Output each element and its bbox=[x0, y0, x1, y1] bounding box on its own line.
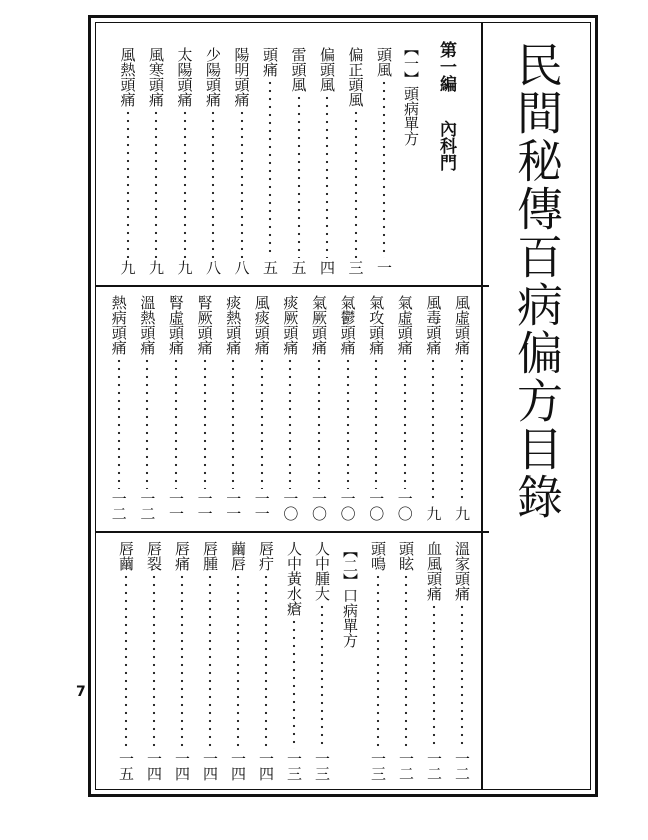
toc-entry bbox=[287, 47, 311, 275]
toc-entry-label: 痰熱頭痛 bbox=[224, 295, 243, 355]
toc-entry-page: 八 bbox=[204, 260, 222, 275]
toc-entry-page: 一三 bbox=[369, 751, 387, 781]
toc-entry-page: 一一 bbox=[224, 491, 243, 521]
dot-leader bbox=[221, 357, 245, 489]
toc-entry bbox=[366, 541, 390, 781]
dot-leader bbox=[344, 109, 368, 258]
toc-entry bbox=[164, 295, 188, 521]
toc-entry-label: 風熱頭痛 bbox=[118, 47, 137, 107]
toc-entry bbox=[135, 295, 159, 521]
toc-entry-label: 頭痛 bbox=[261, 47, 279, 77]
dot-leader bbox=[393, 357, 417, 489]
toc-entry bbox=[173, 47, 197, 275]
toc-entry bbox=[250, 295, 274, 521]
toc-entry-label: 溫熱頭痛 bbox=[138, 295, 157, 355]
toc-entry bbox=[364, 295, 388, 521]
toc-entry-page: 一〇 bbox=[395, 491, 414, 521]
toc-entry-label: 少陽頭痛 bbox=[204, 47, 222, 107]
dot-leader bbox=[170, 573, 194, 749]
toc-entry-label: 陽明頭痛 bbox=[232, 47, 251, 107]
dot-leader bbox=[198, 573, 222, 749]
dot-leader bbox=[254, 573, 278, 749]
toc-entry-label: 熱病頭痛 bbox=[109, 295, 128, 355]
toc-entry bbox=[254, 541, 278, 781]
toc-entry bbox=[193, 295, 217, 521]
toc-entry-page: 一〇 bbox=[338, 491, 357, 521]
section-divider-1 bbox=[96, 285, 489, 287]
toc-entry-label: 風寒頭痛 bbox=[147, 47, 165, 107]
toc-entry bbox=[144, 47, 168, 275]
dot-leader bbox=[315, 94, 339, 258]
toc-entry-page: 一四 bbox=[201, 751, 219, 781]
section-divider-2 bbox=[96, 531, 489, 533]
dot-leader bbox=[258, 79, 282, 258]
toc-entry-label: 風痰頭痛 bbox=[252, 295, 271, 355]
toc-entry-label: 頭鳴 bbox=[369, 541, 387, 571]
dot-leader bbox=[144, 109, 168, 258]
chapter-heading-2 bbox=[338, 543, 362, 703]
toc-entry-label: 氣鬱頭痛 bbox=[338, 295, 357, 355]
toc-entry bbox=[201, 47, 225, 275]
dot-leader bbox=[364, 357, 388, 489]
toc-entry-label: 腎虛頭痛 bbox=[167, 295, 185, 355]
toc-entry bbox=[450, 541, 474, 781]
toc-entry bbox=[394, 541, 418, 781]
dot-leader bbox=[450, 357, 474, 504]
dot-leader bbox=[230, 109, 254, 258]
toc-entry bbox=[226, 541, 250, 781]
toc-entry bbox=[344, 47, 368, 275]
toc-entry-page: 四 bbox=[318, 260, 336, 275]
part-heading bbox=[434, 41, 458, 241]
toc-entry-label: 腎厥頭痛 bbox=[195, 295, 214, 355]
toc-entry-page: 九 bbox=[424, 506, 443, 521]
toc-entry-page: 一四 bbox=[257, 751, 275, 781]
toc-entry-page: 五 bbox=[261, 260, 279, 275]
toc-entry bbox=[221, 295, 245, 521]
toc-entry-label: 人中黃水瘡 bbox=[285, 541, 303, 616]
toc-entry-page: 一二 bbox=[138, 491, 157, 521]
toc-entry bbox=[282, 541, 306, 781]
toc-entry-label: 頭眩 bbox=[397, 541, 415, 571]
toc-entry-page: 一〇 bbox=[367, 491, 386, 521]
title-panel bbox=[481, 23, 590, 789]
toc-entry-label: 血風頭痛 bbox=[425, 541, 443, 601]
toc-entry-page: 八 bbox=[232, 260, 251, 275]
toc-entry bbox=[170, 541, 194, 781]
toc-entry-label: 氣厥頭痛 bbox=[310, 295, 328, 355]
dot-leader bbox=[394, 573, 418, 749]
dot-leader bbox=[135, 357, 159, 489]
dot-leader bbox=[282, 618, 306, 749]
toc-entry-page: 九 bbox=[453, 506, 471, 521]
toc-entry-page: 一〇 bbox=[281, 491, 300, 521]
toc-entry bbox=[142, 541, 166, 781]
toc-entry-page: 一二 bbox=[425, 751, 443, 781]
toc-entry-page: 一一 bbox=[195, 491, 214, 521]
toc-entry-label: 繭唇 bbox=[229, 541, 247, 571]
dot-leader bbox=[250, 357, 274, 489]
toc-entry-page: 一二 bbox=[397, 751, 415, 781]
toc-entry-page: 一二 bbox=[453, 751, 471, 781]
dot-leader bbox=[116, 109, 140, 258]
toc-entry-page: 一三 bbox=[285, 751, 303, 781]
toc-entry bbox=[230, 47, 254, 275]
toc-entry-page: 一〇 bbox=[310, 491, 328, 521]
toc-entry-page: 九 bbox=[118, 260, 137, 275]
toc-entry-label: 偏正頭風 bbox=[346, 47, 365, 107]
toc-entry-label: 氣虛頭痛 bbox=[395, 295, 414, 355]
toc-entry-label: 唇痛 bbox=[173, 541, 191, 571]
dot-leader bbox=[278, 357, 302, 489]
toc-entry-page: 三 bbox=[346, 260, 365, 275]
toc-entry-label: 太陽頭痛 bbox=[175, 47, 194, 107]
dot-leader bbox=[336, 357, 360, 489]
toc-entry-label: 氣攻頭痛 bbox=[367, 295, 386, 355]
toc-entry-page: 一五 bbox=[117, 751, 135, 781]
dot-leader bbox=[287, 94, 311, 258]
chapter-heading-1 bbox=[399, 41, 423, 201]
toc-entry bbox=[450, 295, 474, 521]
toc-entry bbox=[198, 541, 222, 781]
toc-entry bbox=[258, 47, 282, 275]
chapter-heading-text: 【二】口病單方 bbox=[341, 543, 359, 648]
toc-entry-label: 風毒頭痛 bbox=[424, 295, 443, 355]
toc-entry bbox=[422, 541, 446, 781]
toc-entry-page: 五 bbox=[289, 260, 308, 275]
toc-entry bbox=[278, 295, 302, 521]
dot-leader bbox=[421, 357, 445, 504]
dot-leader bbox=[307, 357, 331, 489]
dot-leader bbox=[193, 357, 217, 489]
toc-entry-page: 一 bbox=[375, 260, 393, 275]
toc-entry-page: 一四 bbox=[145, 751, 163, 781]
page-title: 民間秘傳百病偏方目錄 bbox=[510, 41, 564, 521]
dot-leader bbox=[422, 603, 446, 749]
toc-entry-page: 一一 bbox=[252, 491, 271, 521]
part-name-text: 內科門 bbox=[436, 119, 456, 171]
toc-entry-label: 雷頭風 bbox=[289, 47, 308, 92]
toc-entry bbox=[114, 541, 138, 781]
toc-entry-label: 風虛頭痛 bbox=[453, 295, 471, 355]
dot-leader bbox=[164, 357, 188, 489]
toc-entry bbox=[421, 295, 445, 521]
toc-entry bbox=[310, 541, 334, 781]
toc-entry-page: 一二 bbox=[109, 491, 128, 521]
toc-entry bbox=[107, 295, 131, 521]
toc-entry-label: 頭風 bbox=[375, 47, 393, 77]
toc-entry-label: 唇疔 bbox=[257, 541, 275, 571]
toc-entry bbox=[393, 295, 417, 521]
toc-entry bbox=[315, 47, 339, 275]
dot-leader bbox=[107, 357, 131, 489]
toc-entry bbox=[336, 295, 360, 521]
toc-entry-label: 溫家頭痛 bbox=[453, 541, 471, 601]
toc-entry-label: 唇繭 bbox=[117, 541, 135, 571]
toc-entry-label: 唇腫 bbox=[201, 541, 219, 571]
toc-entry-page: 一三 bbox=[313, 751, 331, 781]
dot-leader bbox=[173, 109, 197, 258]
dot-leader bbox=[201, 109, 225, 258]
dot-leader bbox=[142, 573, 166, 749]
toc-entry-page: 九 bbox=[147, 260, 165, 275]
toc-entry-label: 唇裂 bbox=[145, 541, 163, 571]
page-number: 7 bbox=[76, 684, 86, 700]
part-heading-text: 第一編 bbox=[436, 41, 456, 92]
inner-frame bbox=[95, 22, 591, 790]
dot-leader bbox=[366, 573, 390, 749]
dot-leader bbox=[450, 603, 474, 749]
chapter-heading-text: 【一】頭病單方 bbox=[402, 41, 420, 146]
dot-leader bbox=[226, 573, 250, 749]
dot-leader bbox=[114, 573, 138, 749]
toc-entry-label: 痰厥頭痛 bbox=[281, 295, 300, 355]
dot-leader bbox=[372, 79, 396, 258]
toc-entry-page: 一四 bbox=[173, 751, 191, 781]
toc-entry-page: 九 bbox=[175, 260, 194, 275]
toc-entry bbox=[372, 47, 396, 275]
dot-leader bbox=[310, 603, 334, 749]
toc-entry bbox=[307, 295, 331, 521]
toc-entry bbox=[116, 47, 140, 275]
toc-entry-label: 人中腫大 bbox=[313, 541, 331, 601]
toc-entry-page: 一四 bbox=[229, 751, 247, 781]
toc-entry-label: 偏頭風 bbox=[318, 47, 336, 92]
page-frame bbox=[88, 15, 598, 797]
toc-entry-page: 一一 bbox=[167, 491, 185, 521]
